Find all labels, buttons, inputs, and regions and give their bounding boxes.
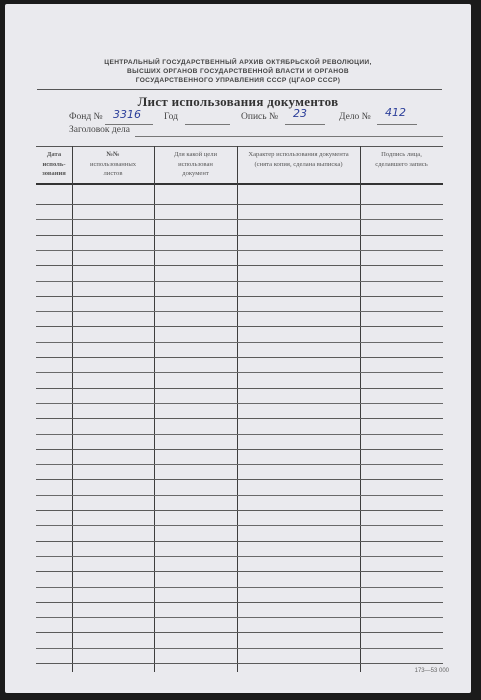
document-sheet bbox=[5, 4, 471, 693]
table-row-line bbox=[36, 204, 443, 205]
table-row-line bbox=[36, 219, 443, 220]
form-print-code: 173—53 000 bbox=[414, 668, 449, 674]
column-header-purpose: Для какой цели использован документ bbox=[173, 151, 218, 177]
usage-table bbox=[36, 146, 443, 672]
col-divider-2 bbox=[154, 146, 155, 672]
table-row-line bbox=[36, 311, 443, 312]
header-rule bbox=[37, 89, 442, 90]
table-row-line bbox=[36, 510, 443, 511]
table-row-line bbox=[36, 541, 443, 542]
col-divider-1 bbox=[72, 146, 73, 672]
column-header-sheets: №№ использованных листов bbox=[89, 151, 137, 177]
table-row-line bbox=[36, 617, 443, 618]
delo-underline bbox=[377, 124, 417, 125]
table-row-line bbox=[36, 571, 443, 572]
table-row-line bbox=[36, 250, 443, 251]
table-row-line bbox=[36, 648, 443, 649]
zagolovok-label: Заголовок дела bbox=[69, 125, 130, 135]
fond-value: 3316 bbox=[113, 108, 141, 121]
table-row-line bbox=[36, 464, 443, 465]
table-row-line bbox=[36, 357, 443, 358]
archive-header-line-1: ЦЕНТРАЛЬНЫЙ ГОСУДАРСТВЕННЫЙ АРХИВ ОКТЯБРЬСКОЙ РЕВОЛЮЦИИ, bbox=[104, 59, 372, 66]
col-divider-4 bbox=[360, 146, 361, 672]
table-row-line bbox=[36, 556, 443, 557]
table-row-line bbox=[36, 372, 443, 373]
table-row-line bbox=[36, 525, 443, 526]
table-row-line bbox=[36, 281, 443, 282]
delo-value: 412 bbox=[385, 106, 406, 119]
table-row-line bbox=[36, 403, 443, 404]
table-row-line bbox=[36, 418, 443, 419]
table-row-line bbox=[36, 342, 443, 343]
table-row-line bbox=[36, 434, 443, 435]
delo-label: Дело № bbox=[339, 112, 371, 122]
table-row-line bbox=[36, 602, 443, 603]
opis-value: 23 bbox=[293, 107, 307, 120]
column-header-character: Характер использования документа (снята копия, сделана выписка) bbox=[248, 151, 349, 168]
god-underline bbox=[185, 124, 230, 125]
column-header-signature: Подпись лица, сделавшего запись bbox=[375, 151, 428, 168]
table-row-line bbox=[36, 479, 443, 480]
column-header-date: Дата исполь- зования bbox=[42, 151, 66, 177]
table-row-line bbox=[36, 587, 443, 588]
zagolovok-underline bbox=[135, 136, 443, 137]
table-row-line bbox=[36, 449, 443, 450]
form-title: Лист использования документов bbox=[137, 94, 339, 109]
table-row-line bbox=[36, 632, 443, 633]
table-row-line bbox=[36, 265, 443, 266]
fond-label: Фонд № bbox=[69, 112, 103, 122]
col-divider-3 bbox=[237, 146, 238, 672]
table-row-line bbox=[36, 663, 443, 664]
opis-underline bbox=[285, 124, 325, 125]
table-row-line bbox=[36, 235, 443, 236]
table-header-separator bbox=[36, 183, 443, 185]
god-label: Год bbox=[164, 112, 178, 122]
archive-header-line-2: ВЫСШИХ ОРГАНОВ ГОСУДАРСТВЕННОЙ ВЛАСТИ И ОРГАНОВ bbox=[127, 68, 349, 75]
table-row-line bbox=[36, 495, 443, 496]
archive-header-line-3: ГОСУДАРСТВЕННОГО УПРАВЛЕНИЯ СССР (ЦГАОР СССР) bbox=[135, 77, 341, 84]
opis-label: Опись № bbox=[241, 112, 279, 122]
table-row-line bbox=[36, 326, 443, 327]
table-row-line bbox=[36, 296, 443, 297]
table-row-line bbox=[36, 388, 443, 389]
table-top-border bbox=[36, 146, 443, 147]
